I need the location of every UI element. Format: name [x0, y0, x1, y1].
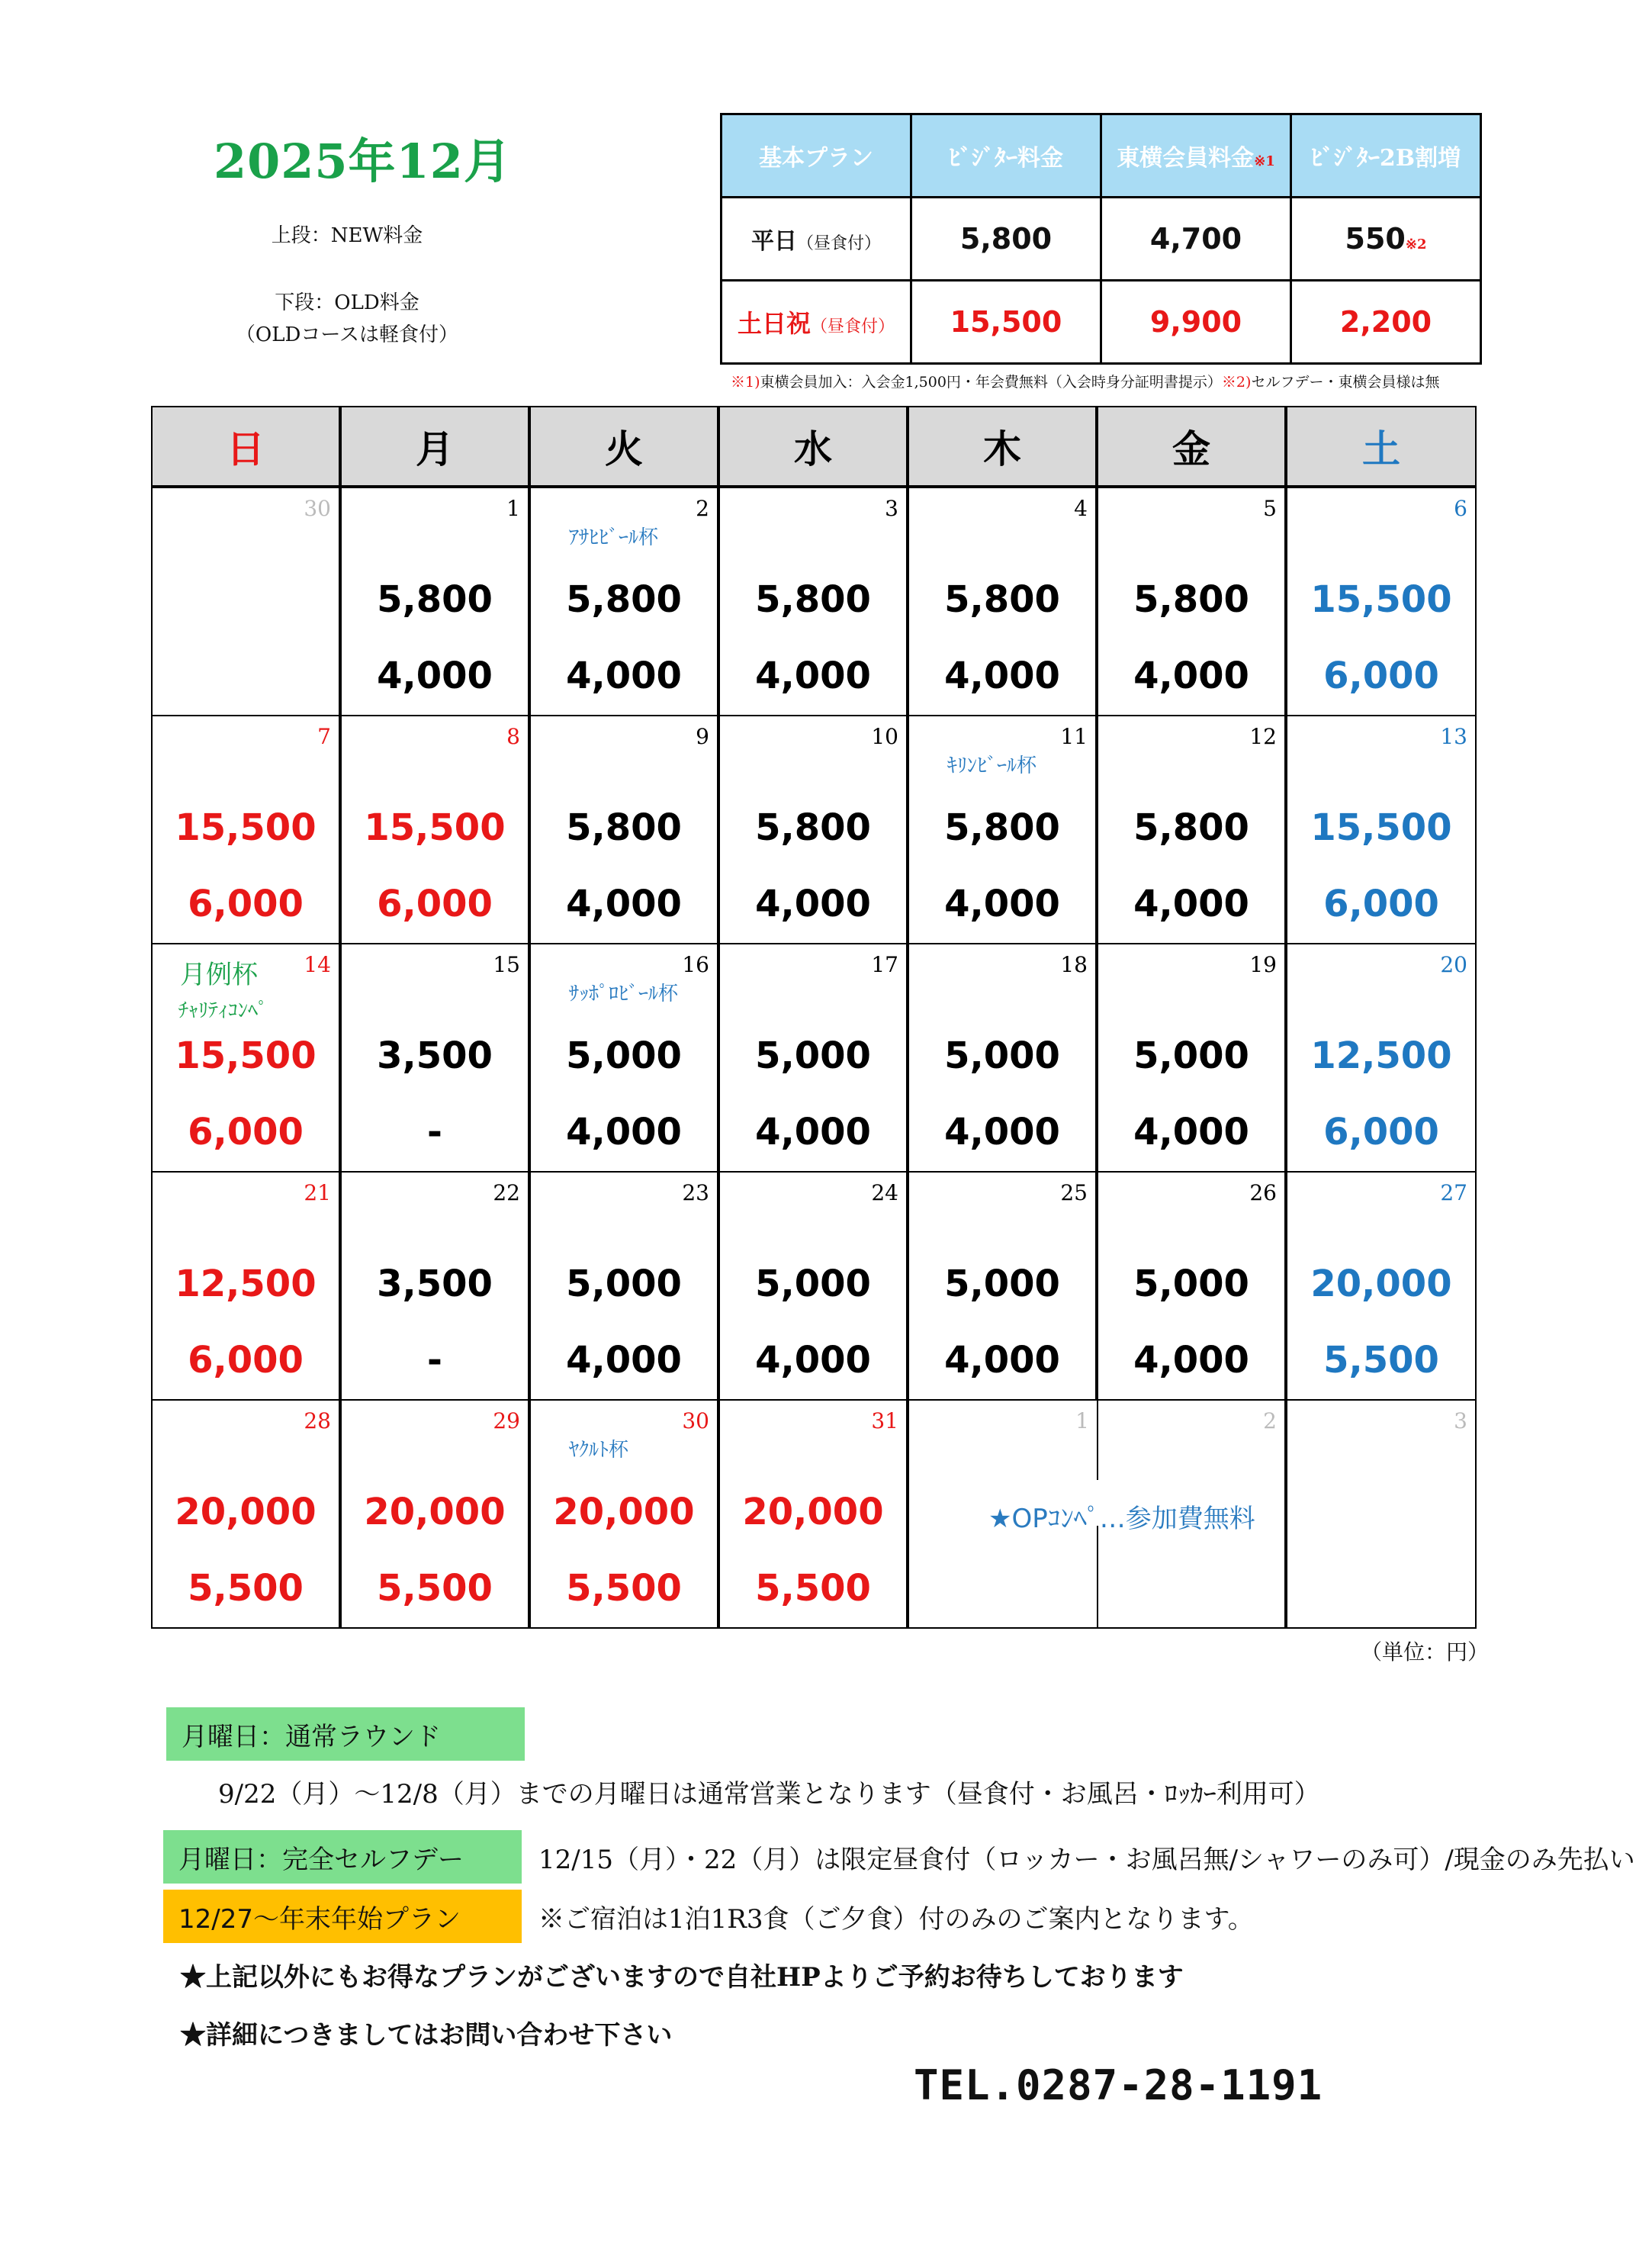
- tag-monday-self: 月曜日：完全セルフデー: [163, 1830, 522, 1884]
- old-price: 6,000: [1323, 883, 1439, 925]
- new-price: 5,800: [1133, 806, 1249, 849]
- new-price: 5,800: [944, 806, 1060, 849]
- plan-footnote: ※1)東横会員加入：入会金1,500円・年会費無料（入会時身分証明書提示）※2)セルフデー・東横会員様は無: [731, 374, 1440, 391]
- event-label: 月例杯: [180, 960, 258, 990]
- day-number: 8: [506, 724, 520, 749]
- calendar-day-cell: [1286, 487, 1477, 716]
- new-price: 20,000: [742, 1491, 884, 1533]
- day-number: 6: [1454, 496, 1467, 521]
- calendar-day-cell: [718, 715, 908, 944]
- note-lower-sub: （OLDコースは軽食付）: [235, 323, 459, 346]
- new-price: 5,800: [566, 806, 682, 849]
- header-mark: ※1: [1254, 153, 1275, 169]
- day-number: 1: [1075, 1408, 1089, 1433]
- calendar-day-cell: [908, 1171, 1097, 1401]
- day-number: 7: [317, 724, 331, 749]
- old-price: 4,000: [1133, 883, 1249, 925]
- day-number: 16: [682, 952, 709, 977]
- old-price: 4,000: [1133, 1339, 1249, 1382]
- day-number: 29: [493, 1408, 520, 1433]
- event-label: ｻｯﾎﾟﾛﾋﾞｰﾙ杯: [569, 983, 679, 1005]
- calendar-day-cell: [718, 487, 908, 716]
- new-price: 5,000: [566, 1034, 682, 1077]
- calendar: [151, 406, 1480, 1629]
- calendar-day-cell: [529, 1171, 718, 1401]
- new-price: 5,000: [1133, 1263, 1249, 1305]
- header-member-fee: 東横会員料金※1: [1101, 114, 1291, 198]
- event-label: ｱｻﾋﾋﾞｰﾙ杯: [569, 526, 659, 549]
- day-number: 9: [696, 724, 709, 749]
- event-label: ﾔｸﾙﾄ杯: [569, 1439, 629, 1462]
- day-number: 3: [1454, 1408, 1467, 1433]
- calendar-day-cell: [1097, 943, 1286, 1173]
- row-weekend: [722, 281, 1481, 364]
- calendar-day-cell: [340, 1171, 529, 1401]
- tag-monday-normal: 月曜日：通常ラウンド: [166, 1707, 525, 1761]
- new-price: 15,500: [1310, 578, 1452, 621]
- weekday-header: 水: [718, 406, 908, 487]
- weekday-header: 金: [1097, 406, 1286, 487]
- day-number: 27: [1440, 1180, 1467, 1205]
- line-monday-normal: 9/22（月）～12/8（月）までの月曜日は通常営業となります（昼食付・お風呂・ﾛｯｶｰ利用可）: [218, 1779, 1320, 1810]
- calendar-day-cell: [908, 715, 1097, 944]
- day-number: 2: [1263, 1408, 1277, 1433]
- day-number: 23: [682, 1180, 709, 1205]
- line-hp-booking: ★上記以外にもお得なプランがございますので自社HPよりご予約お待ちしております: [180, 1962, 1184, 1993]
- header-2b-surcharge: ﾋﾞｼﾞﾀｰ2B割増: [1291, 114, 1481, 198]
- day-number: 10: [871, 724, 898, 749]
- old-price: 4,000: [755, 1111, 871, 1153]
- day-number: 5: [1263, 496, 1277, 521]
- old-price: 4,000: [566, 883, 682, 925]
- new-price: 5,800: [1133, 578, 1249, 621]
- new-price: 5,000: [1133, 1034, 1249, 1077]
- day-number: 24: [871, 1180, 898, 1205]
- calendar-day-cell: [1097, 1171, 1286, 1401]
- old-price: 6,000: [188, 1111, 304, 1153]
- day-number: 21: [304, 1180, 331, 1205]
- old-price: 4,000: [944, 883, 1060, 925]
- calendar-day-cell: [529, 715, 718, 944]
- day-number: 13: [1440, 724, 1467, 749]
- day-number: 28: [304, 1408, 331, 1433]
- calendar-day-cell: [1286, 1171, 1477, 1401]
- day-number: 20: [1440, 952, 1467, 977]
- line-monday-self: 12/15（月）・22（月）は限定昼食付（ロッカー・お風呂無/シャワーのみ可）/現金のみ先払い: [538, 1845, 1635, 1875]
- day-number: 25: [1060, 1180, 1088, 1205]
- weekend-member: 9,900: [1101, 281, 1291, 364]
- new-price: 12,500: [1310, 1034, 1452, 1077]
- calendar-day-cell: [908, 943, 1097, 1173]
- calendar-day-cell: [340, 1399, 529, 1629]
- header-basic-plan: 基本プラン: [722, 114, 911, 198]
- old-price: 4,000: [755, 1339, 871, 1382]
- new-price: 15,500: [364, 806, 506, 849]
- calendar-day-cell: [151, 1399, 340, 1629]
- new-price: 5,800: [566, 578, 682, 621]
- day-number: 2: [696, 496, 709, 521]
- new-price: 5,800: [755, 806, 871, 849]
- old-price: 5,500: [566, 1567, 682, 1610]
- price-table: [720, 113, 1482, 365]
- calendar-day-cell: [1097, 487, 1286, 716]
- new-price: 5,800: [755, 578, 871, 621]
- new-price: 20,000: [553, 1491, 695, 1533]
- day-number: 17: [871, 952, 898, 977]
- calendar-day-cell: [529, 943, 718, 1173]
- price-table-header: [722, 114, 1481, 198]
- new-price: 5,000: [944, 1263, 1060, 1305]
- line-inquiry: ★詳細につきましてはお問い合わせ下さい: [180, 2020, 673, 2051]
- calendar-day-cell: [1097, 715, 1286, 944]
- header-visitor-fee: ﾋﾞｼﾞﾀｰ料金: [911, 114, 1101, 198]
- weekday-member: 4,700: [1101, 198, 1291, 281]
- day-number: 15: [493, 952, 520, 977]
- day-number: 26: [1249, 1180, 1277, 1205]
- weekday-2b: 550※2: [1291, 198, 1481, 281]
- old-price: 4,000: [566, 1339, 682, 1382]
- row-weekend-label: 土日祝（昼食付）: [722, 281, 911, 364]
- new-price: 15,500: [175, 1034, 317, 1077]
- calendar-day-cell: [529, 1399, 718, 1629]
- note-upper: 上段：NEW料金: [271, 224, 423, 247]
- old-price: 4,000: [1133, 1111, 1249, 1153]
- new-price: 20,000: [1310, 1263, 1452, 1305]
- old-price: 5,500: [755, 1567, 871, 1610]
- old-price: 4,000: [944, 1111, 1060, 1153]
- new-price: 12,500: [175, 1263, 317, 1305]
- weekday-header: 木: [908, 406, 1097, 487]
- event-label: ｷﾘﾝﾋﾞｰﾙ杯: [947, 754, 1037, 777]
- new-price: 5,000: [944, 1034, 1060, 1077]
- day-number: 22: [493, 1180, 520, 1205]
- new-price: 3,500: [377, 1034, 493, 1077]
- new-price: 5,800: [944, 578, 1060, 621]
- day-number: 18: [1060, 952, 1088, 977]
- calendar-day-cell: [908, 487, 1097, 716]
- new-price: 5,000: [755, 1263, 871, 1305]
- old-price: 5,500: [377, 1567, 493, 1610]
- calendar-day-cell: [340, 715, 529, 944]
- old-price: 6,000: [188, 1339, 304, 1382]
- weekday-header: 月: [340, 406, 529, 487]
- new-price: 3,500: [377, 1263, 493, 1305]
- old-price: -: [427, 1111, 442, 1153]
- day-number: 30: [304, 496, 331, 521]
- weekend-visitor: 15,500: [911, 281, 1101, 364]
- day-number: 14: [304, 952, 331, 977]
- day-number: 1: [506, 496, 520, 521]
- day-number: 12: [1249, 724, 1277, 749]
- event-sub-label: ﾁｬﾘﾃｨｺﾝﾍﾟ: [178, 999, 268, 1022]
- day-number: 31: [871, 1408, 898, 1433]
- old-price: -: [427, 1339, 442, 1382]
- new-price: 15,500: [1310, 806, 1452, 849]
- note-lower: 下段：OLD料金: [275, 291, 419, 314]
- old-price: 4,000: [566, 1111, 682, 1153]
- day-number: 30: [682, 1408, 709, 1433]
- old-price: 5,500: [1323, 1339, 1439, 1382]
- calendar-day-cell: [340, 943, 529, 1173]
- page-title: 2025年12月: [214, 134, 512, 189]
- line-new-year-plan: ※ご宿泊は1泊1R3食（ご夕食）付のみのご案内となります。: [538, 1904, 1254, 1935]
- new-price: 5,000: [566, 1263, 682, 1305]
- old-price: 6,000: [377, 883, 493, 925]
- weekday-header: 土: [1286, 406, 1477, 487]
- calendar-day-cell: [1286, 1399, 1477, 1629]
- weekday-header: 火: [529, 406, 718, 487]
- new-price: 20,000: [364, 1491, 506, 1533]
- old-price: 4,000: [1133, 655, 1249, 697]
- day-number: 19: [1249, 952, 1277, 977]
- calendar-day-cell: [151, 487, 340, 716]
- tag-new-year-plan: 12/27～年末年始プラン: [163, 1890, 522, 1943]
- calendar-day-cell: [151, 715, 340, 944]
- unit-label: （単位：円）: [1361, 1639, 1490, 1665]
- old-price: 4,000: [944, 1339, 1060, 1382]
- old-price: 4,000: [755, 883, 871, 925]
- row-weekday-label: 平日（昼食付）: [722, 198, 911, 281]
- weekday-header: 日: [151, 406, 340, 487]
- calendar-day-cell: [529, 487, 718, 716]
- calendar-day-cell: [1286, 943, 1477, 1173]
- new-price: 20,000: [175, 1491, 317, 1533]
- op-competition-note: ★OPｺﾝﾍﾟ…参加費無料: [988, 1504, 1255, 1534]
- calendar-day-cell: [718, 1399, 908, 1629]
- calendar-day-cell: [340, 487, 529, 716]
- calendar-day-cell: [718, 1171, 908, 1401]
- calendar-day-cell: [151, 1171, 340, 1401]
- day-number: 11: [1060, 724, 1088, 749]
- new-price: 15,500: [175, 806, 317, 849]
- weekday-visitor: 5,800: [911, 198, 1101, 281]
- calendar-day-cell: [1286, 715, 1477, 944]
- old-price: 4,000: [755, 655, 871, 697]
- new-price: 5,000: [755, 1034, 871, 1077]
- calendar-day-cell: [718, 943, 908, 1173]
- telephone: TEL.0287-28-1191: [914, 2061, 1323, 2109]
- old-price: 4,000: [377, 655, 493, 697]
- row-weekday: [722, 198, 1481, 281]
- old-price: 4,000: [566, 655, 682, 697]
- old-price: 6,000: [1323, 1111, 1439, 1153]
- old-price: 6,000: [188, 883, 304, 925]
- day-number: 3: [885, 496, 898, 521]
- old-price: 4,000: [944, 655, 1060, 697]
- day-number: 4: [1074, 496, 1088, 521]
- calendar-day-cell: [151, 943, 340, 1173]
- old-price: 5,500: [188, 1567, 304, 1610]
- weekend-2b: 2,200: [1291, 281, 1481, 364]
- old-price: 6,000: [1323, 655, 1439, 697]
- new-price: 5,800: [377, 578, 493, 621]
